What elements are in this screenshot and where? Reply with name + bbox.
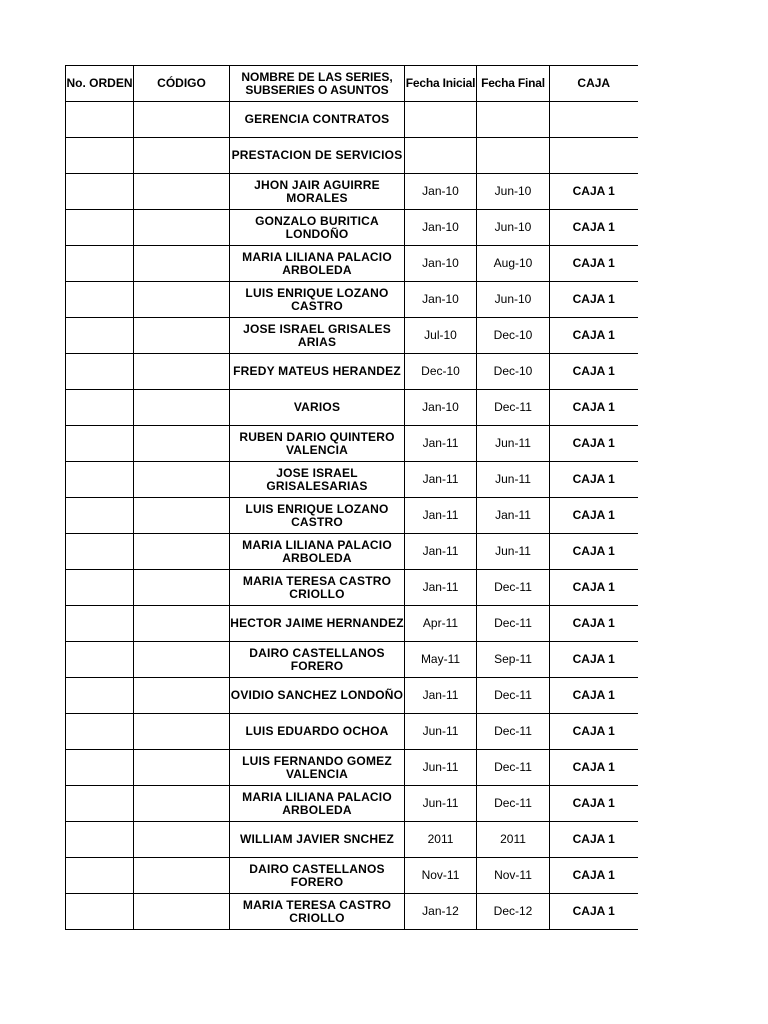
cell-fecha-final: Jun-10 (477, 210, 550, 246)
cell-codigo (134, 786, 230, 822)
cell-nombre: JHON JAIR AGUIRRE MORALES (230, 174, 405, 210)
table-row (66, 570, 638, 606)
cell-fecha-inicial: Jun-11 (405, 750, 477, 786)
cell-nombre: LUIS FERNANDO GOMEZ VALENCIA (230, 750, 405, 786)
cell-nombre: MARIA LILIANA PALACIO ARBOLEDA (230, 246, 405, 282)
cell-caja: CAJA 1 (550, 282, 638, 318)
cell-fecha-final: Dec-11 (477, 606, 550, 642)
cell-nombre: VARIOS (230, 390, 405, 426)
cell-codigo (134, 390, 230, 426)
table-row (66, 498, 638, 534)
cell-caja: CAJA 1 (550, 822, 638, 858)
cell-nombre: MARIA LILIANA PALACIO ARBOLEDA (230, 534, 405, 570)
cell-caja (550, 138, 638, 174)
table-row (66, 210, 638, 246)
cell-no-orden (66, 498, 134, 534)
cell-fecha-final (477, 138, 550, 174)
header-fecha-final: Fecha Final (477, 66, 550, 102)
cell-codigo (134, 534, 230, 570)
cell-fecha-final (477, 102, 550, 138)
cell-fecha-inicial: Jan-10 (405, 390, 477, 426)
cell-fecha-final: Dec-11 (477, 678, 550, 714)
cell-codigo (134, 822, 230, 858)
cell-nombre: MARIA LILIANA PALACIO ARBOLEDA (230, 786, 405, 822)
cell-fecha-final: 2011 (477, 822, 550, 858)
cell-no-orden (66, 282, 134, 318)
cell-nombre: DAIRO CASTELLANOS FORERO (230, 858, 405, 894)
cell-no-orden (66, 750, 134, 786)
cell-caja: CAJA 1 (550, 642, 638, 678)
cell-fecha-final: Dec-10 (477, 318, 550, 354)
table-row (66, 426, 638, 462)
cell-nombre: JOSE ISRAEL GRISALES ARIAS (230, 318, 405, 354)
cell-caja: CAJA 1 (550, 210, 638, 246)
cell-codigo (134, 282, 230, 318)
cell-codigo (134, 714, 230, 750)
table-row (66, 714, 638, 750)
cell-codigo (134, 642, 230, 678)
header-row (66, 66, 638, 102)
table-row (66, 786, 638, 822)
cell-caja: CAJA 1 (550, 390, 638, 426)
cell-nombre: HECTOR JAIME HERNANDEZ (230, 606, 405, 642)
cell-fecha-final: Dec-11 (477, 714, 550, 750)
cell-fecha-final: Jun-10 (477, 282, 550, 318)
cell-no-orden (66, 786, 134, 822)
cell-no-orden (66, 462, 134, 498)
cell-no-orden (66, 318, 134, 354)
cell-no-orden (66, 210, 134, 246)
cell-no-orden (66, 678, 134, 714)
cell-fecha-inicial (405, 138, 477, 174)
cell-codigo (134, 318, 230, 354)
cell-no-orden (66, 246, 134, 282)
header-no-orden: No. ORDEN (66, 66, 134, 102)
cell-fecha-inicial: Jan-12 (405, 894, 477, 930)
cell-fecha-inicial (405, 102, 477, 138)
cell-nombre: LUIS EDUARDO OCHOA (230, 714, 405, 750)
cell-fecha-inicial: Jan-10 (405, 210, 477, 246)
cell-nombre: JOSE ISRAEL GRISALESARIAS (230, 462, 405, 498)
header-fecha-inicial: Fecha Inicial (405, 66, 477, 102)
cell-no-orden (66, 354, 134, 390)
cell-codigo (134, 570, 230, 606)
cell-fecha-inicial: Jan-11 (405, 462, 477, 498)
cell-codigo (134, 354, 230, 390)
cell-codigo (134, 606, 230, 642)
cell-fecha-inicial: Jan-10 (405, 174, 477, 210)
cell-fecha-inicial: 2011 (405, 822, 477, 858)
cell-fecha-final: Dec-12 (477, 894, 550, 930)
header-caja: CAJA (550, 66, 638, 102)
cell-fecha-final: Jun-11 (477, 534, 550, 570)
cell-fecha-inicial: Jul-10 (405, 318, 477, 354)
cell-no-orden (66, 138, 134, 174)
cell-fecha-final: Jun-10 (477, 174, 550, 210)
cell-caja: CAJA 1 (550, 354, 638, 390)
cell-no-orden (66, 822, 134, 858)
cell-fecha-inicial: Dec-10 (405, 354, 477, 390)
inventory-table (65, 65, 638, 930)
cell-codigo (134, 858, 230, 894)
cell-codigo (134, 210, 230, 246)
cell-nombre: FREDY MATEUS HERANDEZ (230, 354, 405, 390)
cell-caja: CAJA 1 (550, 606, 638, 642)
cell-fecha-inicial: Jan-11 (405, 426, 477, 462)
table-row (66, 642, 638, 678)
cell-nombre: LUIS ENRIQUE LOZANO CASTRO (230, 282, 405, 318)
table-row (66, 750, 638, 786)
cell-codigo (134, 462, 230, 498)
cell-caja: CAJA 1 (550, 858, 638, 894)
table-row (66, 354, 638, 390)
cell-caja: CAJA 1 (550, 894, 638, 930)
cell-caja: CAJA 1 (550, 498, 638, 534)
table-row (66, 102, 638, 138)
cell-fecha-final: Sep-11 (477, 642, 550, 678)
cell-nombre: PRESTACION DE SERVICIOS (230, 138, 405, 174)
header-nombre-series: NOMBRE DE LAS SERIES, SUBSERIES O ASUNTOS (230, 66, 405, 102)
cell-nombre: MARIA TERESA CASTRO CRIOLLO (230, 894, 405, 930)
cell-codigo (134, 138, 230, 174)
cell-nombre: RUBEN DARIO QUINTERO VALENCIA (230, 426, 405, 462)
cell-codigo (134, 894, 230, 930)
table-row (66, 678, 638, 714)
cell-nombre: WILLIAM JAVIER SNCHEZ (230, 822, 405, 858)
cell-caja (550, 102, 638, 138)
table-row (66, 534, 638, 570)
table-row (66, 462, 638, 498)
table-row (66, 822, 638, 858)
cell-fecha-final: Dec-11 (477, 750, 550, 786)
cell-fecha-inicial: Jan-11 (405, 570, 477, 606)
cell-no-orden (66, 390, 134, 426)
cell-fecha-inicial: Jan-11 (405, 678, 477, 714)
cell-caja: CAJA 1 (550, 570, 638, 606)
cell-fecha-final: Aug-10 (477, 246, 550, 282)
table-row (66, 138, 638, 174)
cell-no-orden (66, 534, 134, 570)
cell-fecha-inicial: Jun-11 (405, 714, 477, 750)
table-row (66, 246, 638, 282)
cell-caja: CAJA 1 (550, 678, 638, 714)
cell-no-orden (66, 174, 134, 210)
cell-codigo (134, 102, 230, 138)
cell-no-orden (66, 570, 134, 606)
cell-fecha-inicial: Jan-11 (405, 534, 477, 570)
cell-no-orden (66, 426, 134, 462)
cell-caja: CAJA 1 (550, 786, 638, 822)
cell-codigo (134, 246, 230, 282)
cell-codigo (134, 174, 230, 210)
cell-fecha-final: Nov-11 (477, 858, 550, 894)
cell-no-orden (66, 894, 134, 930)
cell-caja: CAJA 1 (550, 750, 638, 786)
cell-fecha-final: Jan-11 (477, 498, 550, 534)
cell-nombre: GONZALO BURITICA LONDOÑO (230, 210, 405, 246)
cell-no-orden (66, 714, 134, 750)
cell-fecha-final: Dec-11 (477, 570, 550, 606)
cell-nombre: GERENCIA CONTRATOS (230, 102, 405, 138)
table-row (66, 894, 638, 930)
cell-codigo (134, 426, 230, 462)
cell-codigo (134, 498, 230, 534)
table-row (66, 390, 638, 426)
cell-no-orden (66, 606, 134, 642)
cell-nombre: OVIDIO SANCHEZ LONDOÑO (230, 678, 405, 714)
cell-no-orden (66, 642, 134, 678)
cell-fecha-final: Dec-11 (477, 390, 550, 426)
cell-fecha-final: Jun-11 (477, 462, 550, 498)
cell-no-orden (66, 102, 134, 138)
table-row (66, 606, 638, 642)
cell-caja: CAJA 1 (550, 462, 638, 498)
cell-fecha-inicial: Jan-11 (405, 498, 477, 534)
cell-fecha-final: Jun-11 (477, 426, 550, 462)
table-row (66, 174, 638, 210)
cell-fecha-inicial: Jan-10 (405, 282, 477, 318)
cell-nombre: LUIS ENRIQUE LOZANO CASTRO (230, 498, 405, 534)
cell-codigo (134, 678, 230, 714)
table-row (66, 282, 638, 318)
cell-no-orden (66, 858, 134, 894)
cell-caja: CAJA 1 (550, 426, 638, 462)
cell-caja: CAJA 1 (550, 174, 638, 210)
cell-fecha-inicial: Apr-11 (405, 606, 477, 642)
cell-fecha-final: Dec-10 (477, 354, 550, 390)
cell-codigo (134, 750, 230, 786)
table-row (66, 318, 638, 354)
cell-caja: CAJA 1 (550, 714, 638, 750)
cell-caja: CAJA 1 (550, 246, 638, 282)
cell-nombre: MARIA TERESA CASTRO CRIOLLO (230, 570, 405, 606)
header-codigo: CÓDIGO (134, 66, 230, 102)
cell-caja: CAJA 1 (550, 534, 638, 570)
cell-fecha-inicial: Jan-10 (405, 246, 477, 282)
cell-fecha-inicial: Jun-11 (405, 786, 477, 822)
cell-caja: CAJA 1 (550, 318, 638, 354)
table-row (66, 858, 638, 894)
cell-nombre: DAIRO CASTELLANOS FORERO (230, 642, 405, 678)
cell-fecha-final: Dec-11 (477, 786, 550, 822)
cell-fecha-inicial: Nov-11 (405, 858, 477, 894)
cell-fecha-inicial: May-11 (405, 642, 477, 678)
